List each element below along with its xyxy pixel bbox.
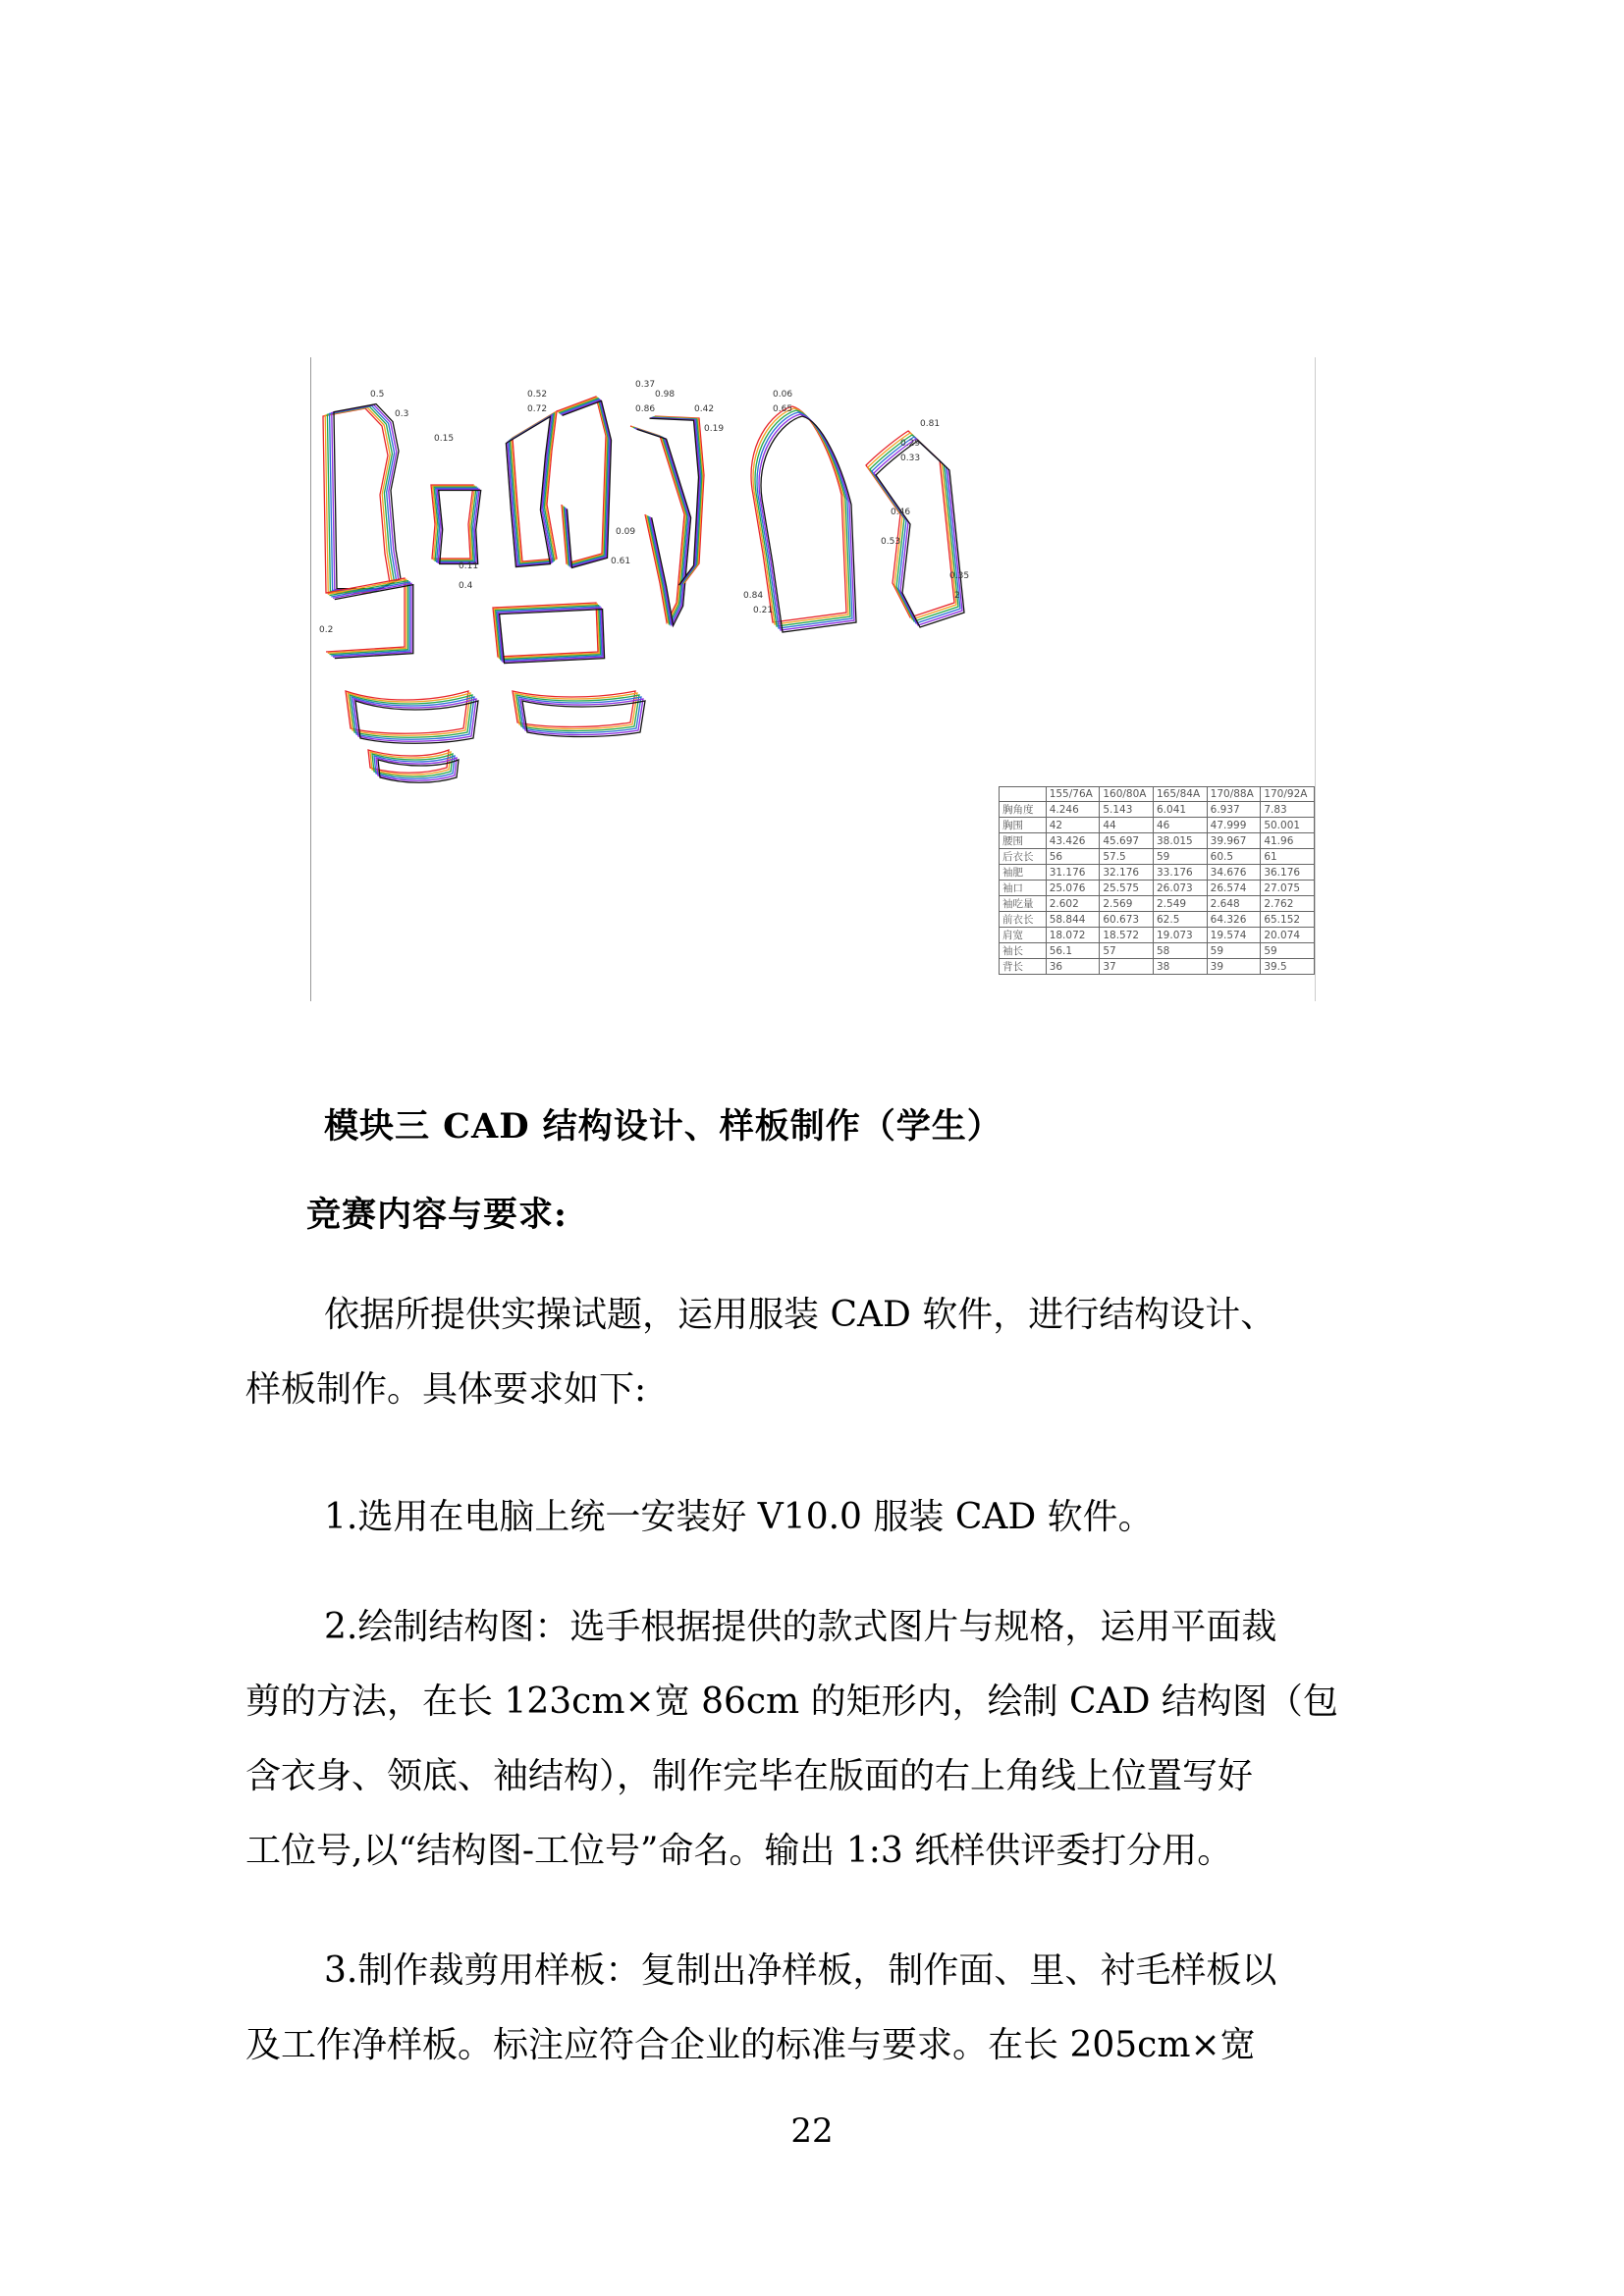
size-table-cell: 45.697 <box>1100 833 1154 849</box>
paragraph-line: 2.绘制结构图：选手根据提供的款式图片与规格，运用平面裁 <box>324 1607 1277 1647</box>
dimension-annotation: 0.53 <box>881 537 901 547</box>
size-table-row-label: 袖肥 <box>1000 865 1047 881</box>
page-number: 22 <box>790 2111 834 2151</box>
size-table-cell: 25.575 <box>1100 881 1154 896</box>
size-table-cell: 6.937 <box>1207 802 1261 818</box>
size-table-cell: 19.073 <box>1154 928 1208 943</box>
size-table-cell: 38 <box>1154 959 1208 975</box>
dimension-annotation: 0.4 <box>459 581 473 591</box>
size-table-cell: 39 <box>1207 959 1261 975</box>
size-table-cell: 27.075 <box>1261 881 1315 896</box>
back-bodice-piece <box>323 404 401 593</box>
size-table-cell: 50.001 <box>1261 818 1315 833</box>
size-table-row <box>1000 896 1315 912</box>
size-table-cell: 19.574 <box>1207 928 1261 943</box>
dimension-annotation: 0.81 <box>920 419 941 429</box>
size-table-cell: 38.015 <box>1154 833 1208 849</box>
size-table-row <box>1000 943 1315 959</box>
size-table-cell: 6.041 <box>1154 802 1208 818</box>
module-title: 模块三 CAD 结构设计、样板制作（学生） <box>324 1106 1002 1147</box>
size-table-cell: 2.549 <box>1154 896 1208 912</box>
size-table-cell: 39.5 <box>1261 959 1315 975</box>
paragraph-line: 3.制作裁剪用样板：复制出净样板，制作面、里、衬毛样板以 <box>324 1950 1277 1991</box>
dimension-annotation: 0.35 <box>949 571 970 581</box>
dimension-annotation: 0.37 <box>635 380 656 390</box>
dimension-annotation: 0.84 <box>743 591 764 601</box>
size-table-row-label: 袖口 <box>1000 881 1047 896</box>
collar-piece-2 <box>513 691 645 737</box>
size-table-cell: 33.176 <box>1154 865 1208 881</box>
dimension-annotation: 0.3 <box>395 409 409 419</box>
size-table-cell: 20.074 <box>1261 928 1315 943</box>
section-heading: 竞赛内容与要求: <box>306 1195 568 1235</box>
size-table-cell: 57.5 <box>1100 849 1154 865</box>
dimension-annotation: 0.86 <box>635 404 656 414</box>
size-table-cell: 2.762 <box>1261 896 1315 912</box>
size-table-cell: 26.574 <box>1207 881 1261 896</box>
size-table-cell: 25.076 <box>1046 881 1100 896</box>
size-table-cell: 46 <box>1154 818 1208 833</box>
dimension-annotation: 0.33 <box>900 454 921 463</box>
size-table-cell: 41.96 <box>1261 833 1315 849</box>
size-table-cell: 2.648 <box>1207 896 1261 912</box>
size-table-cell: 36.176 <box>1261 865 1315 881</box>
size-table-cell: 60.673 <box>1100 912 1154 928</box>
back-hem-piece <box>326 578 413 659</box>
size-table-row-label: 袖长 <box>1000 943 1047 959</box>
top-sleeve-piece <box>751 406 856 632</box>
dimension-annotation: 0.11 <box>459 561 479 571</box>
paragraph-line: 1.选用在电脑上统一安装好 V10.0 服装 CAD 软件。 <box>324 1497 1154 1537</box>
size-table-cell: 59 <box>1261 943 1315 959</box>
dimension-annotation: 0.19 <box>704 424 725 434</box>
dimension-annotation: 0.5 <box>370 390 385 400</box>
size-table-row <box>1000 818 1315 833</box>
lapel-facing-piece <box>630 426 691 625</box>
size-table-cell: 5.143 <box>1100 802 1154 818</box>
paragraph-line: 及工作净样板。标注应符合企业的标准与要求。在长 205cm×宽 <box>245 2025 1256 2065</box>
size-table-row <box>1000 928 1315 943</box>
size-table-row <box>1000 833 1315 849</box>
table-header-cell: 165/84A <box>1154 787 1208 802</box>
size-table-cell: 58 <box>1154 943 1208 959</box>
table-header-cell: 155/76A <box>1046 787 1100 802</box>
size-table-cell: 7.83 <box>1261 802 1315 818</box>
dimension-annotation: 0.72 <box>527 404 548 414</box>
size-table-cell: 56 <box>1046 849 1100 865</box>
size-table-cell: 31.176 <box>1046 865 1100 881</box>
size-table-row-label: 前衣长 <box>1000 912 1047 928</box>
paragraph-line: 依据所提供实操试题，运用服装 CAD 软件，进行结构设计、 <box>324 1295 1276 1335</box>
size-table-cell: 42 <box>1046 818 1100 833</box>
table-header-cell: 160/80A <box>1100 787 1154 802</box>
size-table-cell: 43.426 <box>1046 833 1100 849</box>
size-table-cell: 18.572 <box>1100 928 1154 943</box>
table-header-cell <box>1000 787 1047 802</box>
paragraph-line: 剪的方法，在长 123cm×宽 86cm 的矩形内，绘制 CAD 结构图（包 <box>245 1682 1338 1722</box>
size-table-row-label: 胸角度 <box>1000 802 1047 818</box>
size-table-row <box>1000 865 1315 881</box>
paragraph-line: 工位号,以“结构图-工位号”命名。输出 1:3 纸样供评委打分用。 <box>245 1831 1233 1871</box>
pattern-grading-figure <box>310 357 1316 1001</box>
size-table-cell: 64.326 <box>1207 912 1261 928</box>
size-table-cell: 4.246 <box>1046 802 1100 818</box>
size-table-cell: 58.844 <box>1046 912 1100 928</box>
table-header-cell: 170/92A <box>1261 787 1315 802</box>
front-panel-piece <box>557 397 612 567</box>
size-table-cell: 57 <box>1100 943 1154 959</box>
size-table-row <box>1000 849 1315 865</box>
size-table-row-label: 腰围 <box>1000 833 1047 849</box>
size-table-cell: 56.1 <box>1046 943 1100 959</box>
size-table-cell: 47.999 <box>1207 818 1261 833</box>
size-table-cell: 2.569 <box>1100 896 1154 912</box>
size-table-row-label: 胸围 <box>1000 818 1047 833</box>
dimension-annotation: 0.42 <box>694 404 715 414</box>
dimension-annotation: 0.06 <box>773 390 793 400</box>
size-table-cell: 2.602 <box>1046 896 1100 912</box>
front-bodice-piece <box>506 411 557 567</box>
size-table-cell: 44 <box>1100 818 1154 833</box>
size-table-row-label: 袖吃量 <box>1000 896 1047 912</box>
dimension-annotation: 0.46 <box>891 507 911 517</box>
size-table-cell: 26.073 <box>1154 881 1208 896</box>
size-table-row-label: 肩宽 <box>1000 928 1047 943</box>
size-table-row <box>1000 959 1315 975</box>
paragraph-item-1 <box>245 1480 1365 1555</box>
size-table-row <box>1000 802 1315 818</box>
size-spec-table <box>999 786 1315 975</box>
dimension-annotation: 0.21 <box>753 606 774 615</box>
size-table-cell: 34.676 <box>1207 865 1261 881</box>
paragraph-intro <box>245 1278 1365 1427</box>
size-table-cell: 32.176 <box>1100 865 1154 881</box>
paragraph-item-3 <box>245 1934 1365 2083</box>
dimension-annotation: 0.61 <box>611 557 631 566</box>
dimension-annotation: 0.09 <box>616 527 636 537</box>
dimension-annotation: 0.29 <box>900 439 921 449</box>
lower-front-piece <box>493 603 605 664</box>
dimension-annotation: 0.52 <box>527 390 548 400</box>
side-panel-piece <box>431 485 481 564</box>
dimension-annotation: 0.98 <box>655 390 676 400</box>
dimension-annotation: 0.2 <box>319 625 334 635</box>
size-table-row <box>1000 881 1315 896</box>
size-table-cell: 60.5 <box>1207 849 1261 865</box>
collar-piece-1 <box>346 691 478 743</box>
size-table-cell: 37 <box>1100 959 1154 975</box>
size-table-row-label: 背长 <box>1000 959 1047 975</box>
size-table-row-label: 后衣长 <box>1000 849 1047 865</box>
paragraph-item-2 <box>245 1590 1365 1889</box>
size-table-cell: 18.072 <box>1046 928 1100 943</box>
table-header-cell: 170/88A <box>1207 787 1261 802</box>
size-table-header-row <box>1000 787 1315 802</box>
dimension-annotation: 0.65 <box>773 404 793 414</box>
size-table-cell: 59 <box>1207 943 1261 959</box>
size-table-cell: 61 <box>1261 849 1315 865</box>
size-table-cell: 36 <box>1046 959 1100 975</box>
paragraph-line: 样板制作。具体要求如下: <box>245 1369 647 1410</box>
size-table-cell: 59 <box>1154 849 1208 865</box>
size-table-row <box>1000 912 1315 928</box>
paragraph-line: 含衣身、领底、袖结构），制作完毕在版面的右上角线上位置写好 <box>245 1756 1254 1796</box>
collar-stand-piece <box>368 750 459 782</box>
dimension-annotation: 0.15 <box>434 434 455 444</box>
size-table-cell: 62.5 <box>1154 912 1208 928</box>
size-table-cell: 39.967 <box>1207 833 1261 849</box>
size-table-cell: 65.152 <box>1261 912 1315 928</box>
dimension-annotation: 2 <box>954 591 960 601</box>
